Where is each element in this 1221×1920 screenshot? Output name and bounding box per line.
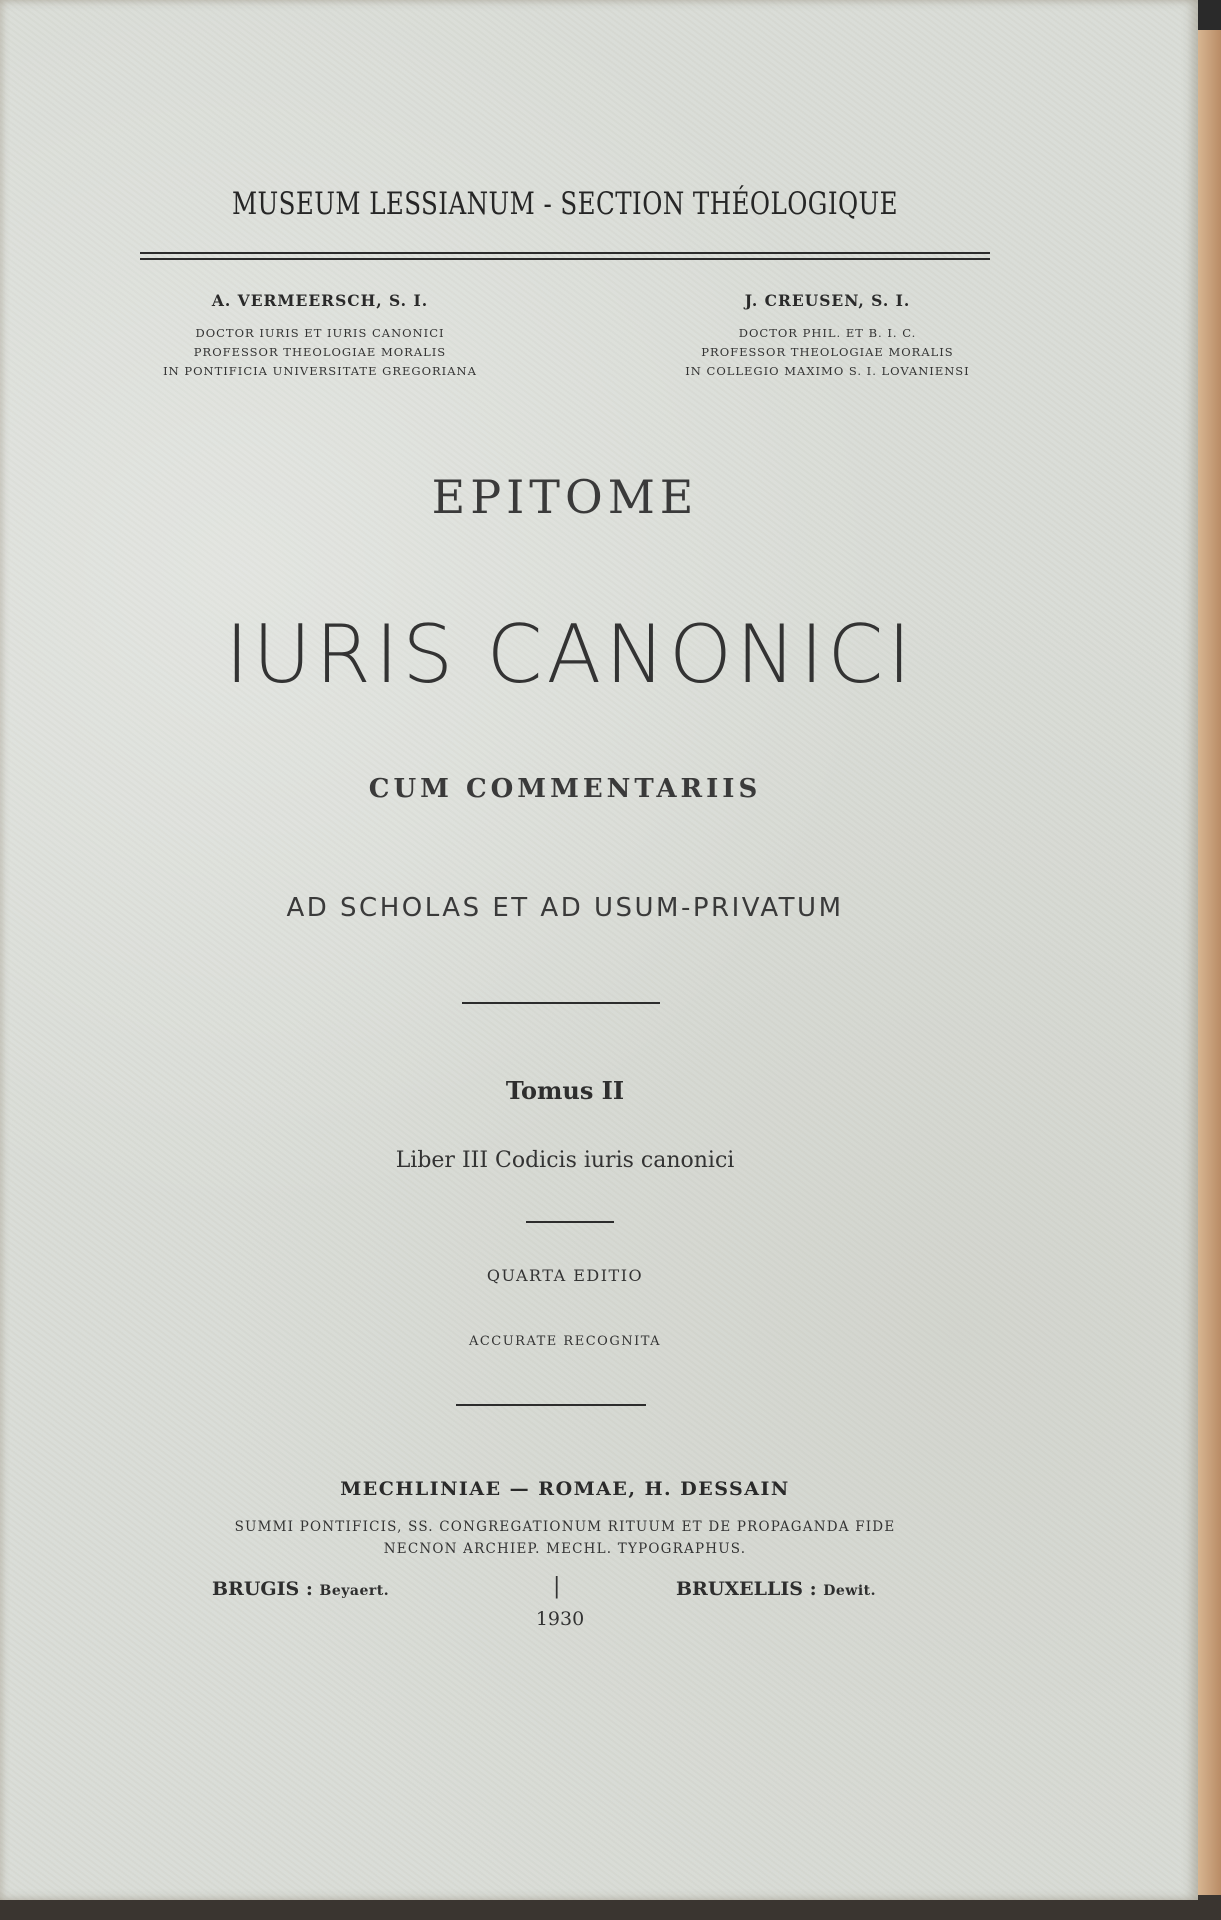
title-epitome: EPITOME [431, 470, 699, 524]
title-purpose: AD SCHOLAS ET AD USUM-PRIVATUM [286, 893, 844, 923]
imprint-separator: | [553, 1574, 561, 1599]
author-1-line-2: PROFESSOR THEOLOGIAE MORALIS [193, 345, 447, 359]
volume-book: Liber III Codicis iuris canonici [395, 1148, 735, 1173]
volume-number: Tomus II [505, 1076, 625, 1105]
author-1-line-3: IN PONTIFICIA UNIVERSITATE GREGORIANA [163, 364, 477, 378]
printer-line-1: SUMMI PONTIFICIS, SS. CONGREGATIONUM RITUUM ET DE PROPAGANDA FIDE [234, 1519, 896, 1535]
series-title: MUSEUM LESSIANUM - SECTION THÉOLOGIQUE [231, 186, 899, 222]
title-main: IURIS CANONICI [225, 608, 915, 701]
publisher-line: MECHLINIAE — ROMAE, H. DESSAIN [340, 1478, 790, 1500]
author-2-line-1: DOCTOR PHIL. ET B. I. C. [738, 326, 917, 340]
imprint-city-right [676, 1578, 876, 1600]
printer-line-2: NECNON ARCHIEP. MECHL. TYPOGRAPHUS. [383, 1541, 747, 1557]
header-double-rule [140, 252, 990, 260]
imprint-city-left [212, 1578, 389, 1600]
imprint-city-left-name: Beyaert. [319, 1583, 390, 1599]
title-subtitle: CUM COMMENTARIIS [368, 774, 762, 804]
divider-rule-1 [462, 1002, 660, 1004]
edition-note: ACCURATE RECOGNITA [468, 1334, 662, 1349]
author-1-line-1: DOCTOR IURIS ET IURIS CANONICI [195, 326, 445, 340]
divider-rule-3 [456, 1404, 646, 1406]
imprint-city-right-name: Dewit. [823, 1583, 876, 1599]
divider-rule-2 [526, 1221, 614, 1223]
imprint-city-left-label: BRUGIS : [212, 1578, 320, 1600]
edition-number: QUARTA EDITIO [486, 1266, 644, 1285]
author-1-name: A. VERMEERSCH, S. I. [211, 291, 429, 310]
author-2-name: J. CREUSEN, S. I. [744, 291, 911, 310]
imprint-city-right-label: BRUXELLIS : [676, 1578, 824, 1600]
author-2-line-2: PROFESSOR THEOLOGIAE MORALIS [701, 345, 954, 359]
publication-year: 1930 [535, 1608, 585, 1630]
author-2-line-3: IN COLLEGIO MAXIMO S. I. LOVANIENSI [685, 364, 970, 378]
